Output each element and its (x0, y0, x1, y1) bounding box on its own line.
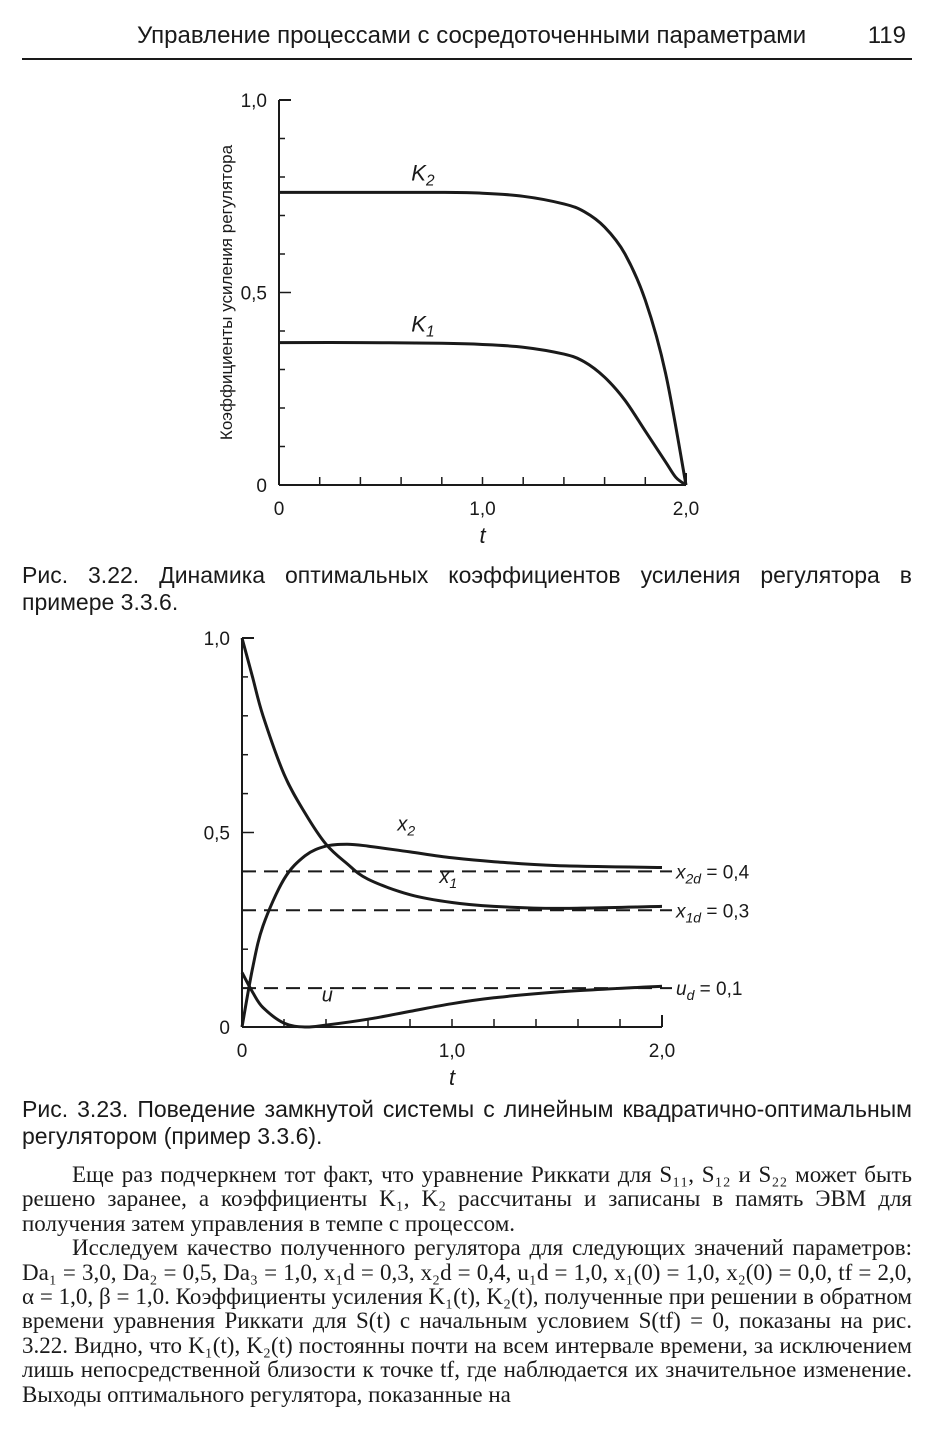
x-tick-label: 2,0 (672, 499, 700, 520)
x-tick-label: 0 (273, 499, 285, 520)
series-label-k2: $K_2$ (411, 160, 435, 190)
y-tick-label: 0 (219, 1018, 230, 1039)
series-label-k1: $K_1$ (411, 311, 435, 341)
series-line-k1 (279, 343, 686, 485)
reference-line-label: $x_{1d} = 0,3$ (676, 901, 750, 926)
figure-3-23-chart (0, 600, 933, 1090)
paragraph-1: Еще раз подчеркнем тот факт, что уравнение Риккати для S₁₁, S₁₂ и S₂₂ может быть решено заранее, а коэффициенты K₁, K₂ рассчитаны и записаны в память ЭВМ для получения затем управления в темпе с процессом. (22, 1162, 912, 1236)
series-label-u: u (321, 984, 333, 1007)
x-axis-label: t (448, 1065, 456, 1090)
series-label-x1: $x_1$ (439, 865, 458, 891)
y-axis-label: Коэффициенты усиления регулятора (217, 144, 236, 441)
header-title: Управление процессами с сосредоточенными параметрами (137, 22, 807, 49)
figure-3-23-caption: Рис. 3.23. Поведение замкнутой системы с линейным квадратично-оптимальным регулятором (пример 3.3.6). (22, 1096, 912, 1149)
reference-line-label: $x_{2d} = 0,4$ (676, 862, 750, 887)
x-tick-label: 1,0 (438, 1041, 466, 1062)
figure-3-22-caption: Рис. 3.22. Динамика оптимальных коэффициентов усиления регулятора в примере 3.3.6. (22, 562, 912, 615)
y-tick-label: 1,0 (240, 91, 267, 112)
figure-3-22-chart (0, 0, 933, 560)
y-tick-label: 0,5 (240, 283, 267, 305)
series-line-u (242, 973, 662, 1028)
y-tick-label: 0,5 (203, 823, 230, 845)
x-axis-label: t (479, 523, 486, 548)
series-line-k2 (279, 192, 686, 485)
body-text (22, 1163, 912, 1407)
paragraph-2: Исследуем качество полученного регулятора для следующих значений параметров: Da₁ = 3,0, Da₂ = 0,5, Da₃ = 1,0, x₁d = 0,3, x₂d = 0,4, u₁d = 1,0, x₁(0) = 1,0, x₂(0) = 0,0, tf = 2,0, α = 1,0, β = 1,0. Коэффициенты усиления K₁(t), K₂(t), полученные при решении в обратном времени уравнения Риккати для S(t) с начальным условием S(tf) = 0, показаны на рис. 3.22. Видно, что K₁(t), K₂(t) постоянны почти на всем интервале времени, за исключением лишь непосредственной близости к точке tf, где наблюдается их значительное изменение. Выходы оптимального регулятора, показанные на (22, 1235, 912, 1407)
page-number: 119 (867, 22, 906, 49)
reference-line-label: $u_d = 0,1$ (676, 979, 743, 1004)
y-tick-label: 0 (256, 476, 267, 497)
y-tick-label: 1,0 (203, 629, 230, 650)
series-label-x2: $x_2$ (397, 813, 416, 839)
x-tick-label: 1,0 (469, 499, 496, 520)
x-tick-label: 0 (236, 1041, 248, 1062)
x-tick-label: 2,0 (648, 1041, 676, 1062)
